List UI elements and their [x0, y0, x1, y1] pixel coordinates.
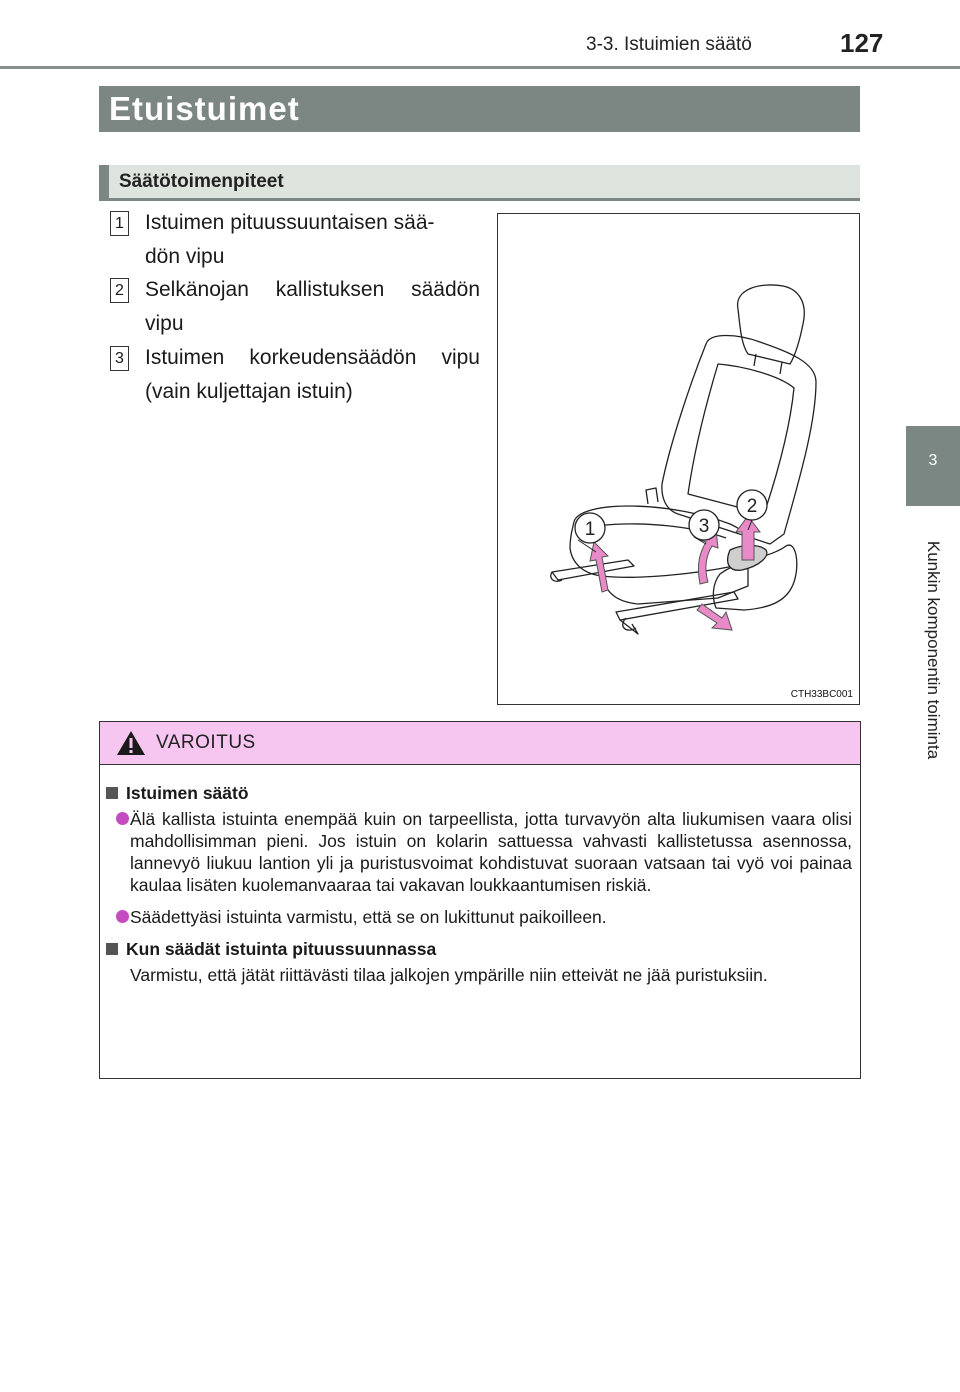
square-bullet-icon [106, 943, 118, 955]
list-item [110, 206, 480, 274]
warning-bullet-text: Älä kallista istuinta enempää kuin on tarpeellista, jotta turvavyön alta liukumisen vaara olisi mahdollisimman pieni. Jos istuin on kolarin sattuessa vahvasti kallistetussa asennossa, lannevyö liukuu lantion yli ja puristusvoimat kohdistuvat suoraan vatsaan tai vyö voi painaa kaulaa lisäten kuolemanvaaraa tai vakavan loukkaantumisen riskiä. [130, 809, 852, 895]
item-number: 3 [110, 346, 129, 371]
seat-drawing [498, 214, 859, 704]
warning-bullet-text: Säädettyäsi istuinta varmistu, että se on lukittunut paikoilleen. [130, 907, 607, 927]
callout-label: 3 [698, 516, 710, 537]
page-title: Etuistuimet [109, 90, 300, 127]
warning-section-heading: Kun säädät istuinta pituussuunnassa [106, 938, 852, 960]
warning-section-heading: Istuimen säätö [106, 782, 852, 804]
warning-label: VAROITUS [156, 732, 256, 753]
page-number: 127 [840, 28, 884, 58]
list-item [110, 341, 480, 409]
chapter-title: Kunkin komponentin toiminta [924, 540, 943, 760]
chapter-number: 3 [928, 452, 938, 469]
seat-illustration [497, 213, 860, 705]
warning-bullet [106, 906, 852, 928]
item-text: Istuimen pituussuuntaisen sää- dön vipu [145, 211, 435, 268]
subsection-bar [99, 165, 860, 201]
item-text: Istuimen korkeudensäädön vipu (vain kuljettajan istuin) [145, 346, 480, 403]
callout-label: 2 [746, 496, 758, 517]
section-header: 3-3. Istuimien säätö [586, 34, 752, 55]
belt-buckle [646, 488, 658, 504]
figure-code: CTH33BC001 [790, 689, 853, 700]
arrow-1b [697, 604, 732, 630]
warning-bullet [106, 808, 852, 896]
round-bullet-icon [116, 910, 129, 923]
warning-body [100, 765, 860, 986]
square-bullet-icon [106, 787, 118, 799]
page-title-bar [99, 86, 860, 132]
warning-header [100, 722, 860, 765]
item-text: Selkänojan kallistuksen säädön vipu [145, 278, 480, 335]
warning-box [99, 721, 861, 1079]
subsection-marker [99, 165, 109, 198]
seat-rail [552, 560, 738, 634]
cushion-front [602, 558, 748, 604]
list-item [110, 273, 480, 341]
subsection-title: Säätötoimenpiteet [119, 170, 284, 192]
round-bullet-icon [116, 812, 129, 825]
headrest-outline [738, 285, 805, 364]
warning-triangle-icon [116, 730, 146, 756]
callout-label: 1 [584, 519, 596, 540]
item-number: 1 [110, 211, 129, 236]
backrest-panel [688, 364, 794, 514]
item-number: 2 [110, 278, 129, 303]
header-rule [0, 66, 960, 69]
warning-paragraph: Varmistu, että jätät riittävästi tilaa jalkojen ympärille niin etteivät ne jää puristuksiin. [130, 965, 768, 985]
